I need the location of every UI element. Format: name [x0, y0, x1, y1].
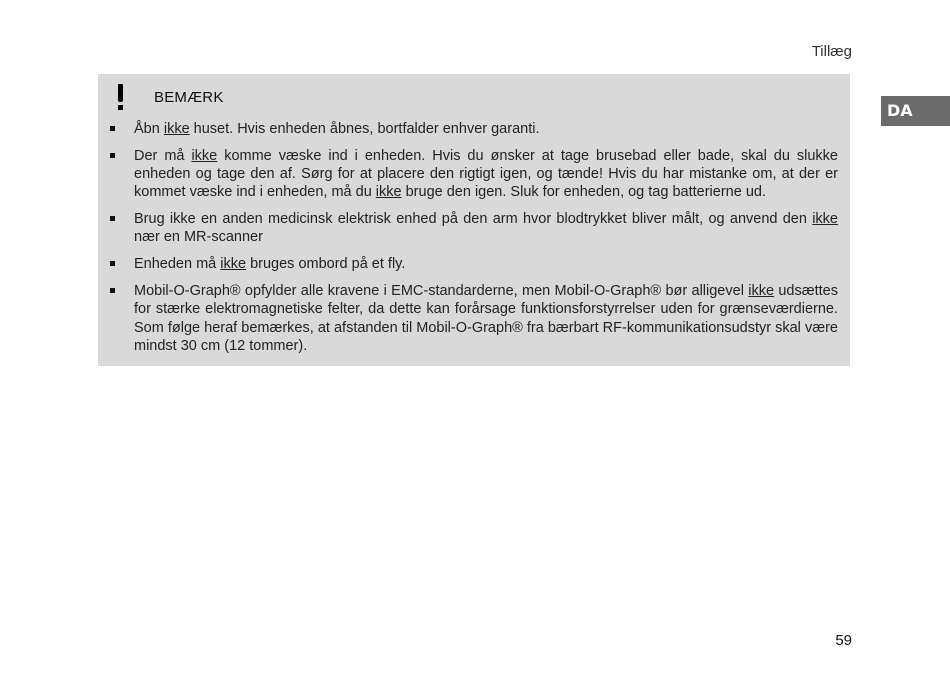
bullet-icon — [110, 216, 115, 221]
notice-box — [98, 74, 850, 366]
bullet-icon — [110, 153, 115, 158]
emphasis-ikke: ikke — [375, 184, 402, 201]
list-item: Mobil-O-Graph® opfylder alle kravene i EMC-standarderne, men Mobil-O-Graph® bør alligevel ikke udsættes for stærke elektromagnetiske felter, da dette kan forårsage funktionsforstyrrelser uden for grænseværdierne. Som følge heraf bemærkes, at afstanden til Mobil-O-Graph® fra bærbart RF-kommunikationsudstyr skal være mindst 30 cm (12 tommer). — [110, 282, 838, 355]
bullet-icon — [110, 126, 115, 131]
bullet-icon — [110, 288, 115, 293]
emphasis-ikke: ikke — [220, 256, 247, 273]
language-tab: DA — [881, 96, 950, 126]
bullet-icon — [110, 261, 115, 266]
list-item: Brug ikke en anden medicinsk elektrisk enhed på den arm hvor blodtrykket bliver målt, og anvend den ikke nær en MR-scanner — [110, 210, 838, 247]
list-item: Enheden må ikke bruges ombord på et fly. — [110, 255, 838, 273]
emphasis-ikke: ikke — [748, 283, 775, 300]
emphasis-ikke: ikke — [191, 147, 218, 164]
section-title: Tillæg — [811, 43, 852, 60]
notice-list — [110, 120, 838, 364]
emphasis-ikke: ikke — [812, 211, 838, 228]
list-item: Åbn ikke huset. Hvis enheden åbnes, bortfalder enhver garanti. — [110, 120, 838, 138]
notice-header — [118, 80, 224, 114]
page-number: 59 — [835, 632, 852, 649]
emphasis-ikke: ikke — [163, 121, 190, 137]
list-item: Der må ikke komme væske ind i enheden. Hvis du ønsker at tage brusebad eller bade, skal du slukke enheden og tage den af. Sørg for at placere den rigtigt igen, og tænde! Hvis du har mistanke om, at der er kommet væske ind i enheden, må du ikke bruge den igen. Sluk for enheden, og tag batterierne ud. — [110, 147, 838, 202]
notice-title: BEMÆRK — [154, 88, 224, 106]
exclamation-icon — [118, 84, 124, 110]
